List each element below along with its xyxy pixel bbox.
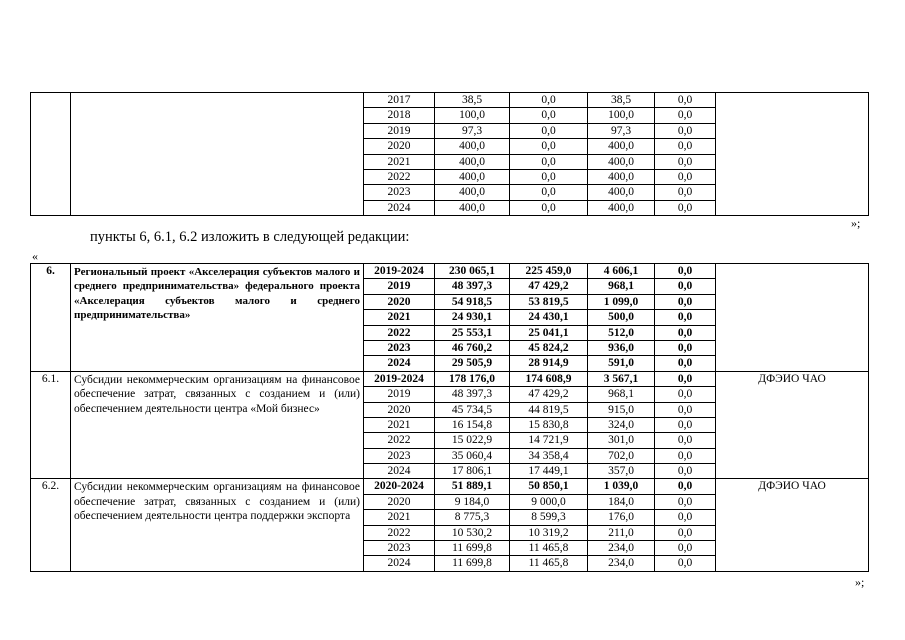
amount-cell: 47 429,2 [510, 279, 588, 294]
amount-cell: 0,0 [655, 139, 716, 154]
year-cell: 2020-2024 [364, 479, 435, 494]
table-row [31, 371, 869, 386]
amount-cell: 0,0 [655, 356, 716, 371]
item-name: Региональный проект «Акселерация субъектов малого и среднего предпринимательства» федерального проекта «Акселерация субъектов малого и среднего предпринимательства» [71, 264, 364, 372]
amount-cell: 100,0 [588, 108, 655, 123]
year-cell: 2020 [364, 494, 435, 509]
amount-cell: 968,1 [588, 387, 655, 402]
amount-cell: 15 022,9 [435, 433, 510, 448]
amount-cell: 35 060,4 [435, 448, 510, 463]
amount-cell: 968,1 [588, 279, 655, 294]
amount-cell: 178 176,0 [435, 371, 510, 386]
item-number: 6.1. [31, 371, 71, 479]
amount-cell: 24 430,1 [510, 310, 588, 325]
amount-cell: 400,0 [435, 185, 510, 200]
item-number: 6.2. [31, 479, 71, 571]
amount-cell: 0,0 [655, 340, 716, 355]
item-name: Субсидии некоммерческим организациям на финансовое обеспечение затрат, связанных с созданием и (или) обеспечением деятельности центра «Мой бизнес» [71, 371, 364, 479]
amount-cell: 44 819,5 [510, 402, 588, 417]
year-cell: 2020 [364, 294, 435, 309]
amount-cell: 0,0 [655, 494, 716, 509]
amount-cell: 0,0 [510, 169, 588, 184]
amount-cell: 0,0 [510, 200, 588, 215]
amount-cell: 301,0 [588, 433, 655, 448]
amount-cell: 174 608,9 [510, 371, 588, 386]
item-name: Субсидии некоммерческим организациям на финансовое обеспечение затрат, связанных с созданием и (или) обеспечением деятельности центра поддержки экспорта [71, 479, 364, 571]
program-table [30, 263, 869, 572]
amount-cell: 0,0 [655, 325, 716, 340]
amount-cell: 97,3 [435, 123, 510, 138]
amount-cell: 11 465,8 [510, 541, 588, 556]
executor-cell [716, 264, 869, 372]
amount-cell: 97,3 [588, 123, 655, 138]
amount-cell: 211,0 [588, 525, 655, 540]
executor-cell: ДФЭИО ЧАО [716, 371, 869, 479]
year-cell: 2022 [364, 325, 435, 340]
amount-cell: 9 000,0 [510, 494, 588, 509]
amount-cell: 0,0 [510, 123, 588, 138]
amount-cell: 17 806,1 [435, 464, 510, 479]
amount-cell: 176,0 [588, 510, 655, 525]
amount-cell: 0,0 [510, 185, 588, 200]
amount-cell: 0,0 [655, 310, 716, 325]
amount-cell: 591,0 [588, 356, 655, 371]
amount-cell: 48 397,3 [435, 387, 510, 402]
year-cell: 2023 [364, 185, 435, 200]
year-cell: 2019 [364, 387, 435, 402]
amendment-paragraph: пункты 6, 6.1, 6.2 изложить в следующей редакции: [90, 229, 410, 245]
amount-cell: 4 606,1 [588, 264, 655, 279]
amount-cell: 225 459,0 [510, 264, 588, 279]
amount-cell: 29 505,9 [435, 356, 510, 371]
closing-quote-2: »; [855, 575, 865, 589]
amount-cell: 24 930,1 [435, 310, 510, 325]
amount-cell: 400,0 [435, 200, 510, 215]
amount-cell: 25 553,1 [435, 325, 510, 340]
amount-cell: 11 699,8 [435, 556, 510, 571]
amount-cell: 54 918,5 [435, 294, 510, 309]
amount-cell: 0,0 [655, 279, 716, 294]
table-row [31, 479, 869, 494]
amount-cell: 11 465,8 [510, 556, 588, 571]
amount-cell: 702,0 [588, 448, 655, 463]
amount-cell: 324,0 [588, 417, 655, 432]
year-cell: 2024 [364, 464, 435, 479]
amount-cell: 50 850,1 [510, 479, 588, 494]
year-cell: 2021 [364, 310, 435, 325]
year-cell: 2019 [364, 279, 435, 294]
amount-cell: 0,0 [655, 200, 716, 215]
amount-cell: 400,0 [588, 139, 655, 154]
amount-cell: 100,0 [435, 108, 510, 123]
table-row [31, 264, 869, 279]
amount-cell: 0,0 [510, 108, 588, 123]
year-cell: 2021 [364, 417, 435, 432]
amount-cell: 3 567,1 [588, 371, 655, 386]
amount-cell: 400,0 [435, 154, 510, 169]
year-cell: 2022 [364, 525, 435, 540]
amount-cell: 0,0 [655, 387, 716, 402]
year-cell: 2024 [364, 200, 435, 215]
amount-cell: 15 830,8 [510, 417, 588, 432]
amount-cell: 28 914,9 [510, 356, 588, 371]
table-row [31, 93, 869, 108]
amount-cell: 0,0 [655, 541, 716, 556]
amount-cell: 9 184,0 [435, 494, 510, 509]
year-cell: 2020 [364, 402, 435, 417]
amount-cell: 34 358,4 [510, 448, 588, 463]
amount-cell: 0,0 [655, 123, 716, 138]
item-number: 6. [31, 264, 71, 372]
year-cell: 2021 [364, 154, 435, 169]
amount-cell: 46 760,2 [435, 340, 510, 355]
amount-cell: 512,0 [588, 325, 655, 340]
amount-cell: 230 065,1 [435, 264, 510, 279]
amount-cell: 48 397,3 [435, 279, 510, 294]
amount-cell: 1 039,0 [588, 479, 655, 494]
amount-cell: 0,0 [510, 93, 588, 108]
executor-cell: ДФЭИО ЧАО [716, 479, 869, 571]
year-cell: 2017 [364, 93, 435, 108]
continued-table [30, 92, 869, 216]
name-cell [71, 93, 364, 216]
amount-cell: 0,0 [510, 139, 588, 154]
amount-cell: 500,0 [588, 310, 655, 325]
amount-cell: 14 721,9 [510, 433, 588, 448]
year-cell: 2023 [364, 541, 435, 556]
amount-cell: 400,0 [588, 169, 655, 184]
year-cell: 2023 [364, 448, 435, 463]
amount-cell: 0,0 [510, 154, 588, 169]
amount-cell: 0,0 [655, 433, 716, 448]
amount-cell: 0,0 [655, 108, 716, 123]
amount-cell: 38,5 [435, 93, 510, 108]
amount-cell: 11 699,8 [435, 541, 510, 556]
amount-cell: 10 319,2 [510, 525, 588, 540]
amount-cell: 234,0 [588, 541, 655, 556]
amount-cell: 10 530,2 [435, 525, 510, 540]
amount-cell: 0,0 [655, 510, 716, 525]
amount-cell: 47 429,2 [510, 387, 588, 402]
amount-cell: 400,0 [588, 200, 655, 215]
number-cell [31, 93, 71, 216]
amount-cell: 38,5 [588, 93, 655, 108]
amount-cell: 1 099,0 [588, 294, 655, 309]
amount-cell: 17 449,1 [510, 464, 588, 479]
amount-cell: 400,0 [435, 169, 510, 184]
amount-cell: 8 775,3 [435, 510, 510, 525]
amount-cell: 234,0 [588, 556, 655, 571]
opening-quote: « [32, 249, 38, 263]
amount-cell: 0,0 [655, 294, 716, 309]
amount-cell: 0,0 [655, 371, 716, 386]
amount-cell: 400,0 [588, 185, 655, 200]
amount-cell: 51 889,1 [435, 479, 510, 494]
amount-cell: 8 599,3 [510, 510, 588, 525]
amount-cell: 0,0 [655, 417, 716, 432]
amount-cell: 53 819,5 [510, 294, 588, 309]
year-cell: 2022 [364, 169, 435, 184]
year-cell: 2020 [364, 139, 435, 154]
amount-cell: 0,0 [655, 479, 716, 494]
amount-cell: 936,0 [588, 340, 655, 355]
amount-cell: 45 734,5 [435, 402, 510, 417]
amount-cell: 0,0 [655, 448, 716, 463]
amount-cell: 400,0 [588, 154, 655, 169]
amount-cell: 0,0 [655, 169, 716, 184]
amount-cell: 25 041,1 [510, 325, 588, 340]
amount-cell: 16 154,8 [435, 417, 510, 432]
amount-cell: 0,0 [655, 464, 716, 479]
amount-cell: 0,0 [655, 264, 716, 279]
year-cell: 2018 [364, 108, 435, 123]
amount-cell: 45 824,2 [510, 340, 588, 355]
amount-cell: 0,0 [655, 93, 716, 108]
amount-cell: 0,0 [655, 185, 716, 200]
amount-cell: 357,0 [588, 464, 655, 479]
year-cell: 2024 [364, 556, 435, 571]
year-cell: 2019-2024 [364, 264, 435, 279]
closing-quote-1: »; [851, 216, 861, 230]
year-cell: 2022 [364, 433, 435, 448]
year-cell: 2019 [364, 123, 435, 138]
amount-cell: 0,0 [655, 525, 716, 540]
amount-cell: 184,0 [588, 494, 655, 509]
amount-cell: 0,0 [655, 154, 716, 169]
year-cell: 2021 [364, 510, 435, 525]
amount-cell: 400,0 [435, 139, 510, 154]
executor-cell [716, 93, 869, 216]
year-cell: 2023 [364, 340, 435, 355]
year-cell: 2019-2024 [364, 371, 435, 386]
year-cell: 2024 [364, 356, 435, 371]
amount-cell: 915,0 [588, 402, 655, 417]
amount-cell: 0,0 [655, 556, 716, 571]
amount-cell: 0,0 [655, 402, 716, 417]
